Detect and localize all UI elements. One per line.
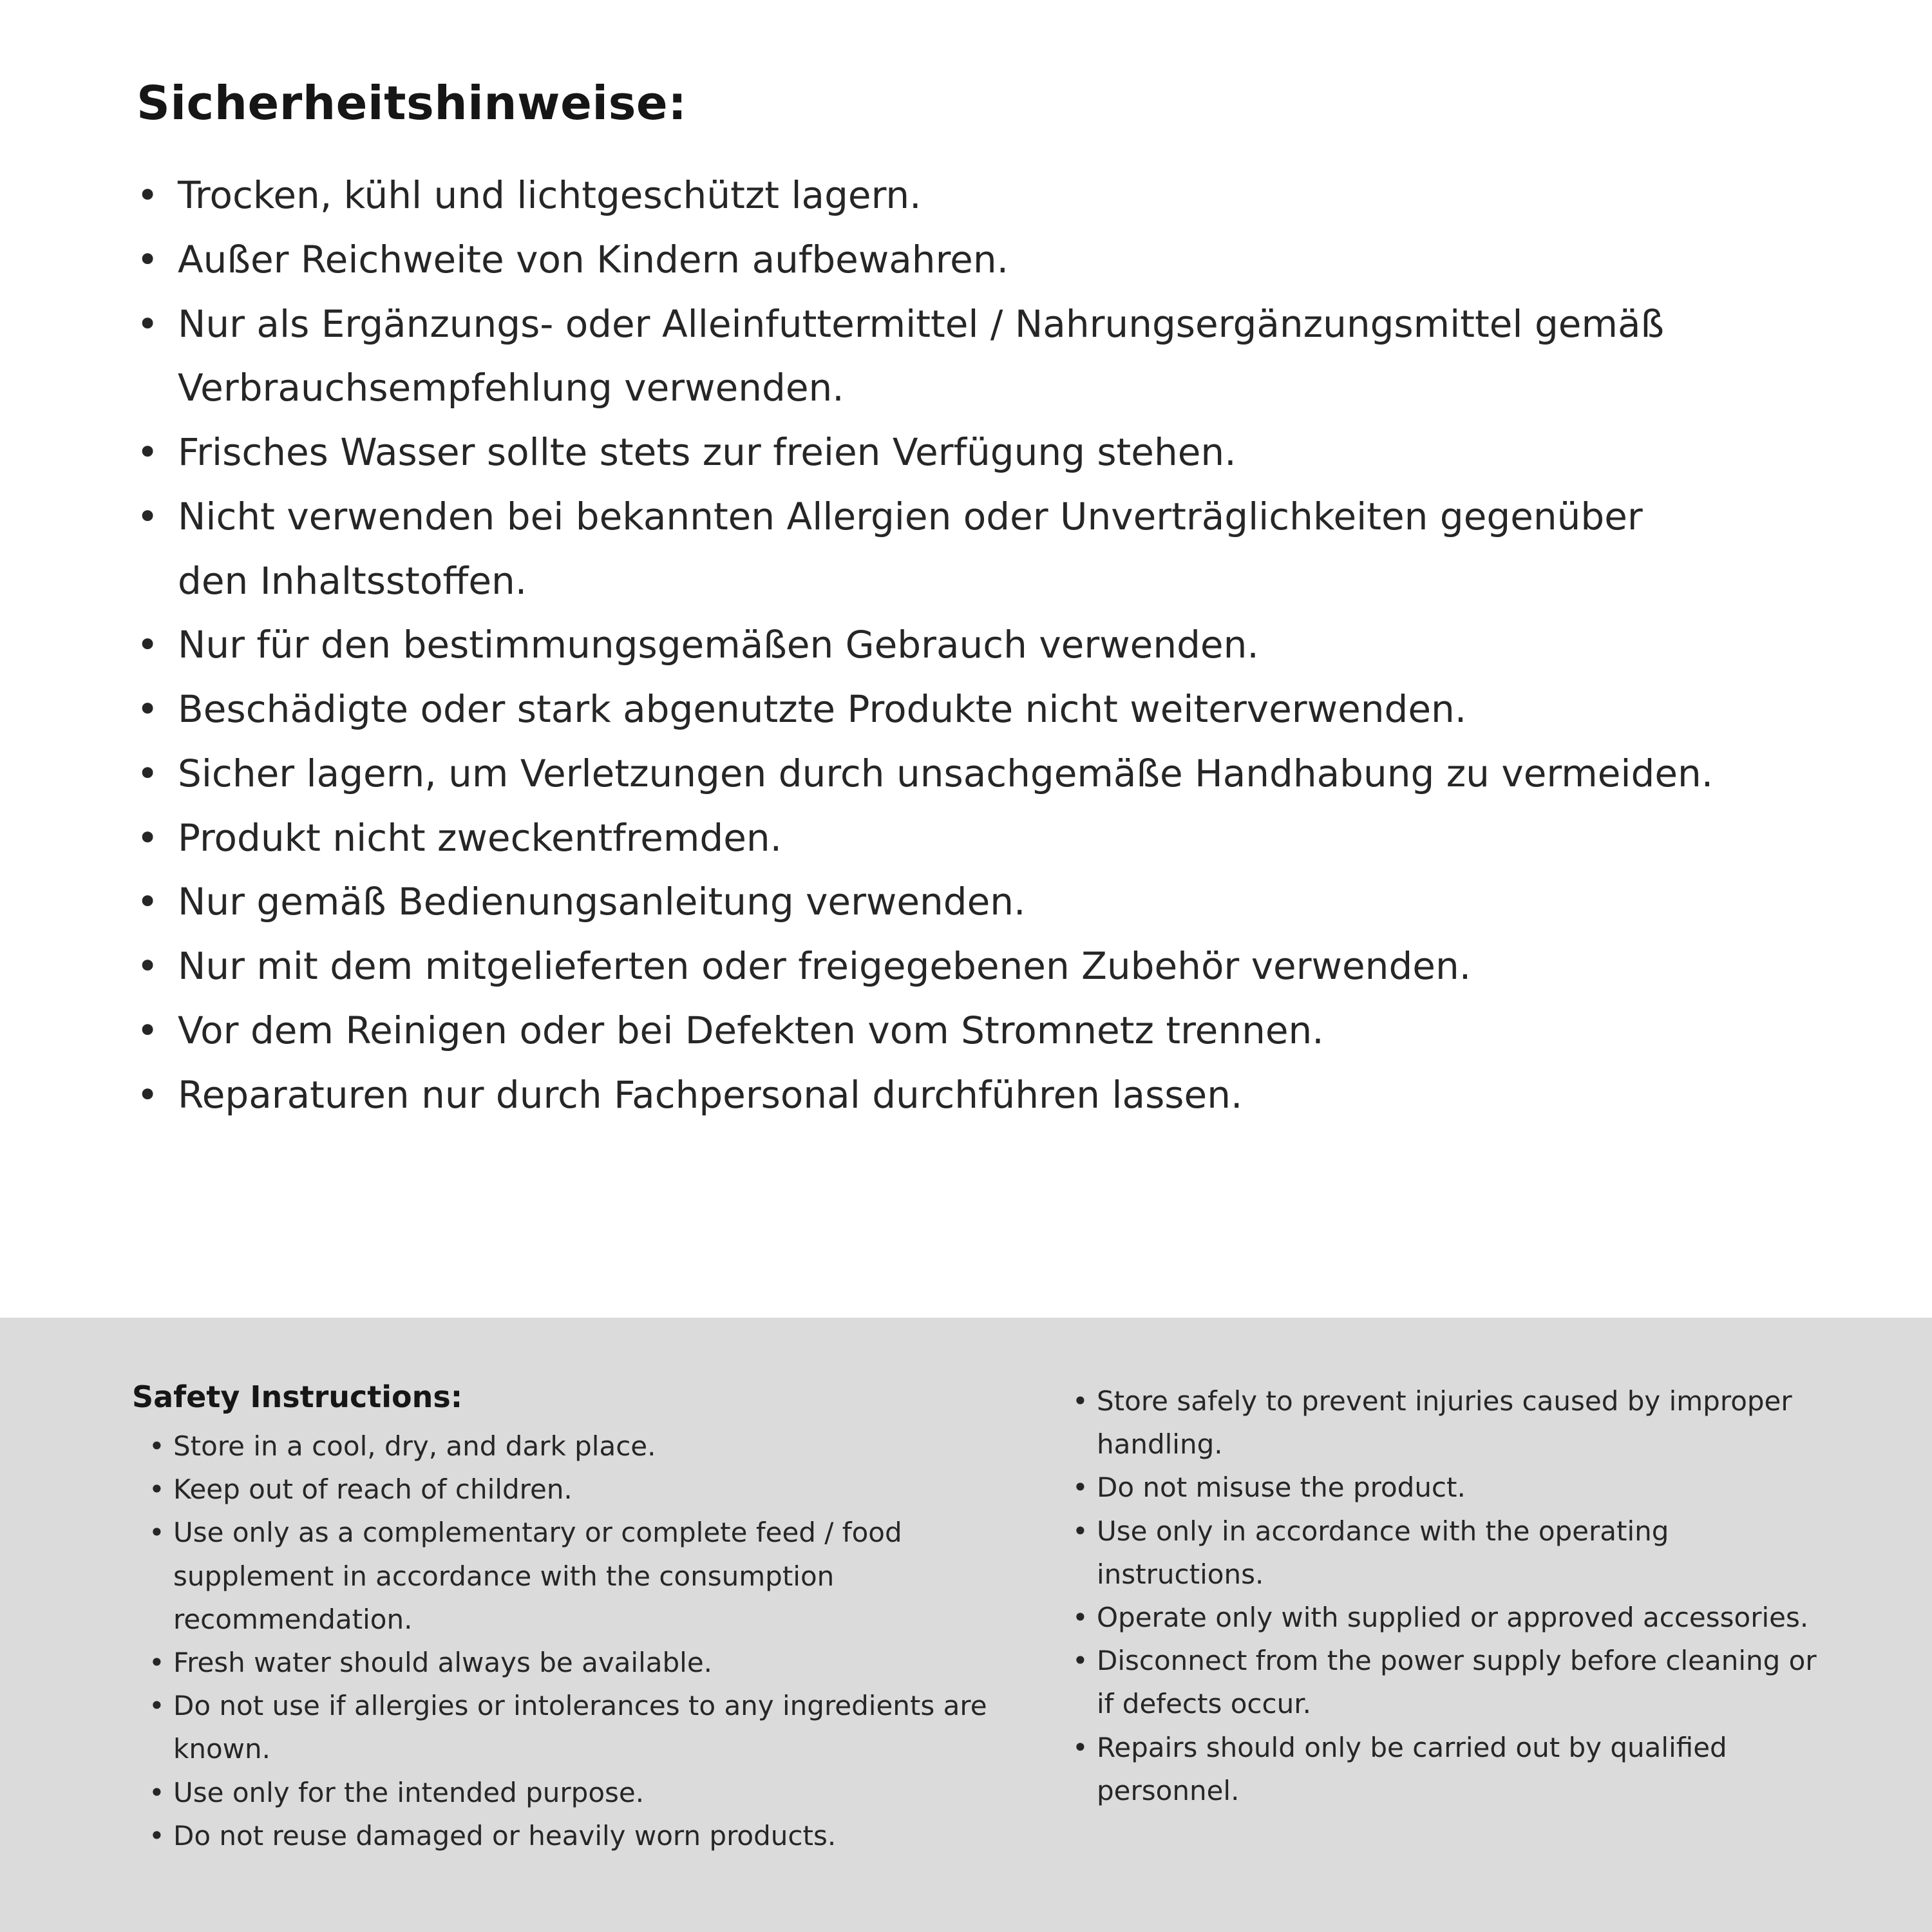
list-item [137, 613, 1721, 677]
list-item [137, 806, 1721, 871]
list-item [1072, 1379, 1842, 1466]
bullet-marker: • [1072, 1645, 1088, 1677]
list-item [1072, 1466, 1842, 1509]
bullet-marker: • [137, 173, 159, 217]
bullet-marker: • [137, 687, 159, 731]
bullet-marker: • [137, 1072, 159, 1117]
bullet-marker: • [1072, 1472, 1088, 1504]
bullet-marker: • [1072, 1601, 1088, 1633]
bullet-marker: • [149, 1690, 165, 1722]
bullet-marker: • [149, 1646, 165, 1678]
bullet-marker: • [137, 944, 159, 988]
list-item [1072, 1596, 1842, 1639]
english-right-column [1072, 1379, 1842, 1932]
list-item-text: Beschädigte oder stark abgenutzte Produkte nicht weiterverwenden. [178, 687, 1467, 731]
list-item-text: Nur mit dem mitgelieferten oder freigegebenen Zubehör verwenden. [178, 944, 1472, 988]
list-item [137, 1063, 1721, 1128]
bullet-marker: • [1072, 1731, 1088, 1763]
bullet-marker: • [137, 815, 159, 860]
list-item [149, 1684, 1027, 1770]
bullet-marker: • [1072, 1515, 1088, 1547]
bullet-marker: • [149, 1517, 165, 1549]
bullet-marker: • [137, 430, 159, 474]
list-item-text: Do not misuse the product. [1097, 1472, 1466, 1504]
bullet-marker: • [149, 1776, 165, 1808]
list-item [137, 677, 1721, 742]
english-safety-section [0, 1318, 1932, 1932]
list-item-text: Nicht verwenden bei bekannten Allergien oder Unverträglichkeiten gegenüber den Inhaltsstoffen. [178, 494, 1643, 603]
list-item-text: Repairs should only be carried out by qualified personnel. [1097, 1731, 1727, 1806]
list-item [149, 1511, 1027, 1641]
english-safety-list-right [1072, 1379, 1842, 1812]
english-safety-list-left [149, 1425, 1027, 1857]
list-item-text: Außer Reichweite von Kindern aufbewahren. [178, 237, 1009, 281]
list-item-text: Use only in accordance with the operating instructions. [1097, 1515, 1669, 1590]
list-item-text: Frisches Wasser sollte stets zur freien Verfügung stehen. [178, 430, 1236, 474]
list-item [137, 421, 1721, 485]
english-safety-title: Safety Instructions: [132, 1379, 463, 1414]
list-item-text: Store in a cool, dry, and dark place. [173, 1430, 656, 1462]
list-item-text: Operate only with supplied or approved accessories. [1097, 1601, 1809, 1633]
list-item-text: Store safely to prevent injuries caused by improper handling. [1097, 1385, 1792, 1461]
list-item [149, 1814, 1027, 1857]
bullet-marker: • [1072, 1385, 1088, 1417]
list-item [137, 228, 1721, 292]
list-item-text: Vor dem Reinigen oder bei Defekten vom Stromnetz trennen. [178, 1008, 1324, 1052]
german-safety-title: Sicherheitshinweise: [137, 76, 687, 130]
bullet-marker: • [149, 1819, 165, 1852]
list-item-text: Fresh water should always be available. [173, 1646, 713, 1678]
list-item-text: Do not reuse damaged or heavily worn products. [173, 1819, 837, 1852]
list-item [149, 1641, 1027, 1684]
list-item [137, 164, 1721, 228]
bullet-marker: • [137, 1008, 159, 1052]
bullet-marker: • [137, 494, 159, 538]
list-item-text: Produkt nicht zweckentfremden. [178, 815, 782, 860]
bullet-marker: • [149, 1430, 165, 1462]
german-safety-list [137, 164, 1721, 1127]
list-item [1072, 1510, 1842, 1596]
list-item-text: Reparaturen nur durch Fachpersonal durchführen lassen. [178, 1072, 1243, 1117]
list-item [149, 1425, 1027, 1468]
list-item [1072, 1726, 1842, 1812]
list-item [137, 870, 1721, 934]
list-item [137, 999, 1721, 1063]
bullet-marker: • [137, 880, 159, 924]
list-item-text: Nur als Ergänzungs- oder Alleinfuttermittel / Nahrungsergänzungsmittel gemäß Verbrauchsempfehlung verwenden. [178, 301, 1665, 410]
list-item [137, 292, 1721, 421]
list-item-text: Keep out of reach of children. [173, 1473, 573, 1506]
list-item-text: Do not use if allergies or intolerances to any ingredients are known. [173, 1690, 987, 1765]
list-item [137, 742, 1721, 806]
list-item-text: Disconnect from the power supply before cleaning or if defects occur. [1097, 1645, 1817, 1720]
bullet-marker: • [137, 301, 159, 346]
list-item-text: Nur gemäß Bedienungsanleitung verwenden. [178, 880, 1026, 924]
list-item-text: Trocken, kühl und lichtgeschützt lagern. [178, 173, 922, 217]
bullet-marker: • [149, 1473, 165, 1506]
bullet-marker: • [137, 751, 159, 795]
bullet-marker: • [137, 237, 159, 281]
list-item [149, 1468, 1027, 1511]
list-item [149, 1771, 1027, 1814]
list-item [1072, 1639, 1842, 1725]
list-item [137, 934, 1721, 999]
list-item [137, 485, 1721, 614]
bullet-marker: • [137, 623, 159, 667]
list-item-text: Sicher lagern, um Verletzungen durch unsachgemäße Handhabung zu vermeiden. [178, 751, 1714, 795]
english-left-column [132, 1379, 1027, 1932]
list-item-text: Nur für den bestimmungsgemäßen Gebrauch verwenden. [178, 623, 1259, 667]
list-item-text: Use only for the intended purpose. [173, 1776, 645, 1808]
list-item-text: Use only as a complementary or complete feed / food supplement in accordance with the consumption recommendation. [173, 1517, 902, 1635]
